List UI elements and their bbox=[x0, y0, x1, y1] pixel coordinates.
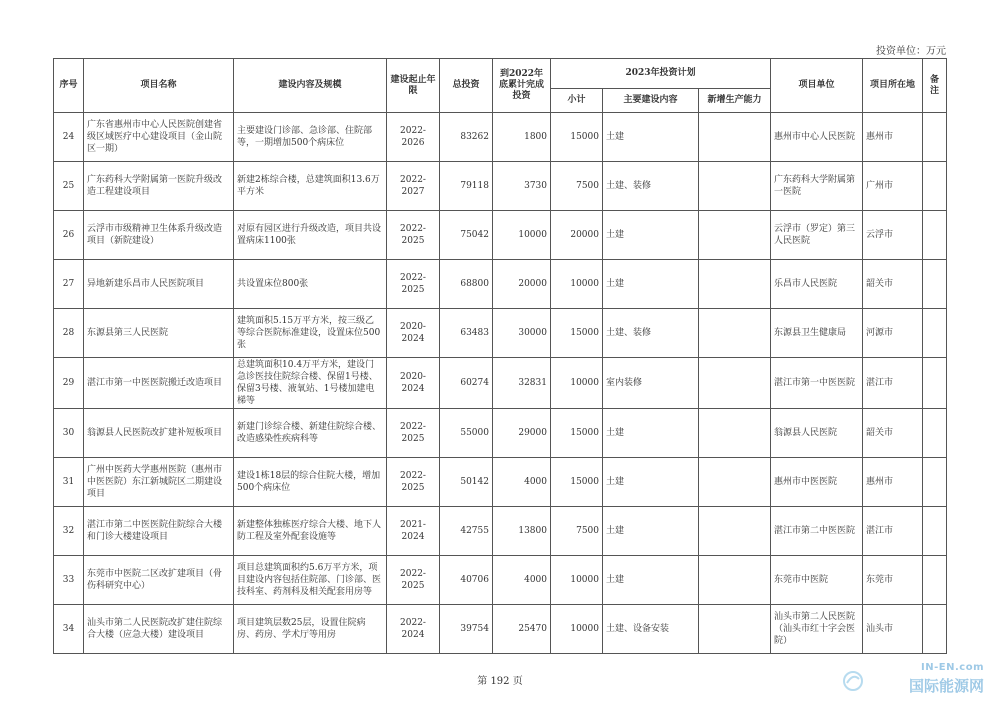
cell-completed: 4000 bbox=[493, 556, 551, 605]
cell-location: 广州市 bbox=[863, 162, 923, 211]
cell-content: 共设置床位800张 bbox=[234, 260, 387, 309]
cell-period: 2020-2024 bbox=[387, 309, 440, 358]
cell-unit: 乐昌市人民医院 bbox=[771, 260, 863, 309]
page-number: 第 192 页 bbox=[477, 676, 523, 687]
cell-new-capacity bbox=[699, 211, 771, 260]
unit-note: 投资单位：万元 bbox=[876, 46, 946, 57]
cell-unit: 广东药科大学附属第一医院 bbox=[771, 162, 863, 211]
cell-name: 云浮市市级精神卫生体系升级改造项目（新院建设） bbox=[84, 211, 234, 260]
cell-main-content: 土建 bbox=[603, 260, 699, 309]
cell-main-content: 土建 bbox=[603, 211, 699, 260]
header-main-content: 主要建设内容 bbox=[603, 89, 699, 113]
cell-main-content: 土建 bbox=[603, 409, 699, 458]
header-content: 建设内容及规模 bbox=[234, 59, 387, 113]
cell-subtotal: 15000 bbox=[551, 309, 603, 358]
cell-unit: 汕头市第二人民医院（汕头市红十字会医院） bbox=[771, 605, 863, 654]
cell-remark bbox=[923, 556, 947, 605]
cell-subtotal: 10000 bbox=[551, 260, 603, 309]
cell-location: 韶关市 bbox=[863, 409, 923, 458]
cell-remark bbox=[923, 211, 947, 260]
cell-total: 60274 bbox=[440, 358, 493, 409]
cell-period: 2022-2025 bbox=[387, 409, 440, 458]
watermark-title: 国际能源网 bbox=[908, 677, 984, 695]
cell-name: 东莞市中医院二区改扩建项目（骨伤科研究中心） bbox=[84, 556, 234, 605]
table-row bbox=[54, 309, 947, 358]
cell-content: 项目建筑层数25层，设置住院病房、药房、学术厅等用房 bbox=[234, 605, 387, 654]
cell-completed: 29000 bbox=[493, 409, 551, 458]
cell-unit: 惠州市中医医院 bbox=[771, 458, 863, 507]
table-row bbox=[54, 162, 947, 211]
table-row bbox=[54, 113, 947, 162]
cell-remark bbox=[923, 507, 947, 556]
cell-period: 2022-2025 bbox=[387, 556, 440, 605]
cell-location: 汕头市 bbox=[863, 605, 923, 654]
cell-location: 湛江市 bbox=[863, 507, 923, 556]
cell-subtotal: 10000 bbox=[551, 358, 603, 409]
cell-seq: 34 bbox=[54, 605, 84, 654]
cell-new-capacity bbox=[699, 113, 771, 162]
cell-name: 广州中医药大学惠州医院（惠州市中医医院）东江新城院区二期建设项目 bbox=[84, 458, 234, 507]
investment-table bbox=[53, 58, 947, 654]
table-row bbox=[54, 556, 947, 605]
cell-location: 惠州市 bbox=[863, 458, 923, 507]
cell-remark bbox=[923, 358, 947, 409]
cell-location: 惠州市 bbox=[863, 113, 923, 162]
cell-subtotal: 20000 bbox=[551, 211, 603, 260]
cell-seq: 29 bbox=[54, 358, 84, 409]
table-row bbox=[54, 409, 947, 458]
cell-seq: 33 bbox=[54, 556, 84, 605]
cell-name: 广东省惠州市中心人民医院创建省级区域医疗中心建设项目（金山院区一期） bbox=[84, 113, 234, 162]
header-total: 总投资 bbox=[440, 59, 493, 113]
cell-seq: 28 bbox=[54, 309, 84, 358]
cell-main-content: 土建 bbox=[603, 556, 699, 605]
cell-total: 68800 bbox=[440, 260, 493, 309]
cell-remark bbox=[923, 162, 947, 211]
cell-completed: 10000 bbox=[493, 211, 551, 260]
cell-name: 广东药科大学附属第一医院升级改造工程建设项目 bbox=[84, 162, 234, 211]
table-row bbox=[54, 358, 947, 409]
cell-period: 2022-2025 bbox=[387, 211, 440, 260]
cell-new-capacity bbox=[699, 458, 771, 507]
cell-subtotal: 7500 bbox=[551, 162, 603, 211]
cell-remark bbox=[923, 309, 947, 358]
cell-name: 湛江市第二中医医院住院综合大楼和门诊大楼建设项目 bbox=[84, 507, 234, 556]
cell-main-content: 土建 bbox=[603, 507, 699, 556]
cell-period: 2022-2025 bbox=[387, 458, 440, 507]
cell-main-content: 土建、装修 bbox=[603, 309, 699, 358]
cell-main-content: 土建 bbox=[603, 458, 699, 507]
cell-content: 总建筑面积10.4万平方米，建设门急诊医技住院综合楼、保留1号楼、保留3号楼、液氧站、1号楼加建电梯等 bbox=[234, 358, 387, 409]
header-name: 项目名称 bbox=[84, 59, 234, 113]
cell-total: 42755 bbox=[440, 507, 493, 556]
header-new-capacity: 新增生产能力 bbox=[699, 89, 771, 113]
cell-total: 40706 bbox=[440, 556, 493, 605]
cell-content: 建设1栋18层的综合住院大楼，增加500个病床位 bbox=[234, 458, 387, 507]
cell-subtotal: 10000 bbox=[551, 556, 603, 605]
cell-completed: 32831 bbox=[493, 358, 551, 409]
cell-period: 2022-2026 bbox=[387, 113, 440, 162]
header-unit: 项目单位 bbox=[771, 59, 863, 113]
cell-content: 对原有园区进行升级改造，项目共设置病床1100张 bbox=[234, 211, 387, 260]
cell-subtotal: 7500 bbox=[551, 507, 603, 556]
cell-content: 新建整体独栋医疗综合大楼、地下人防工程及室外配套设施等 bbox=[234, 507, 387, 556]
cell-unit: 湛江市第二中医医院 bbox=[771, 507, 863, 556]
cell-unit: 东源县卫生健康局 bbox=[771, 309, 863, 358]
cell-new-capacity bbox=[699, 507, 771, 556]
header-completed: 到2022年底累计完成投资 bbox=[493, 59, 551, 113]
watermark bbox=[840, 662, 990, 698]
cell-main-content: 土建 bbox=[603, 113, 699, 162]
cell-completed: 1800 bbox=[493, 113, 551, 162]
cell-name: 汕头市第二人民医院改扩建住院综合大楼（应急大楼）建设项目 bbox=[84, 605, 234, 654]
watermark-logo-icon bbox=[842, 670, 864, 692]
cell-content: 主要建设门诊部、急诊部、住院部等，一期增加500个病床位 bbox=[234, 113, 387, 162]
cell-remark bbox=[923, 409, 947, 458]
cell-completed: 25470 bbox=[493, 605, 551, 654]
cell-remark bbox=[923, 605, 947, 654]
cell-total: 50142 bbox=[440, 458, 493, 507]
cell-content: 新建门诊综合楼、新建住院综合楼、改造感染性疾病科等 bbox=[234, 409, 387, 458]
cell-content: 建筑面积5.15万平方米，按三级乙等综合医院标准建设，设置床位500张 bbox=[234, 309, 387, 358]
cell-seq: 25 bbox=[54, 162, 84, 211]
header-period: 建设起止年限 bbox=[387, 59, 440, 113]
cell-seq: 31 bbox=[54, 458, 84, 507]
cell-remark bbox=[923, 260, 947, 309]
cell-unit: 东莞市中医院 bbox=[771, 556, 863, 605]
cell-main-content: 土建、装修 bbox=[603, 162, 699, 211]
cell-total: 75042 bbox=[440, 211, 493, 260]
cell-completed: 13800 bbox=[493, 507, 551, 556]
cell-completed: 20000 bbox=[493, 260, 551, 309]
cell-new-capacity bbox=[699, 605, 771, 654]
cell-location: 湛江市 bbox=[863, 358, 923, 409]
table-body bbox=[54, 113, 947, 654]
header-plan2023: 2023年投资计划 bbox=[551, 59, 771, 89]
cell-new-capacity bbox=[699, 358, 771, 409]
cell-remark bbox=[923, 113, 947, 162]
table-row bbox=[54, 260, 947, 309]
cell-total: 39754 bbox=[440, 605, 493, 654]
cell-main-content: 土建、设备安装 bbox=[603, 605, 699, 654]
cell-subtotal: 15000 bbox=[551, 409, 603, 458]
cell-subtotal: 15000 bbox=[551, 458, 603, 507]
cell-subtotal: 10000 bbox=[551, 605, 603, 654]
cell-completed: 4000 bbox=[493, 458, 551, 507]
cell-total: 55000 bbox=[440, 409, 493, 458]
header-location: 项目所在地 bbox=[863, 59, 923, 113]
cell-new-capacity bbox=[699, 556, 771, 605]
table-row bbox=[54, 507, 947, 556]
cell-remark bbox=[923, 458, 947, 507]
cell-location: 云浮市 bbox=[863, 211, 923, 260]
cell-new-capacity bbox=[699, 260, 771, 309]
watermark-site: IN-EN.com bbox=[921, 662, 984, 673]
cell-unit: 云浮市（罗定）第三人民医院 bbox=[771, 211, 863, 260]
table-row bbox=[54, 458, 947, 507]
cell-total: 63483 bbox=[440, 309, 493, 358]
cell-content: 新建2栋综合楼，总建筑面积13.6万平方米 bbox=[234, 162, 387, 211]
cell-name: 湛江市第一中医医院搬迁改造项目 bbox=[84, 358, 234, 409]
cell-seq: 26 bbox=[54, 211, 84, 260]
cell-period: 2020-2024 bbox=[387, 358, 440, 409]
cell-location: 韶关市 bbox=[863, 260, 923, 309]
cell-subtotal: 15000 bbox=[551, 113, 603, 162]
table-row bbox=[54, 605, 947, 654]
cell-new-capacity bbox=[699, 162, 771, 211]
cell-period: 2022-2027 bbox=[387, 162, 440, 211]
cell-seq: 24 bbox=[54, 113, 84, 162]
cell-unit: 湛江市第一中医医院 bbox=[771, 358, 863, 409]
cell-name: 东源县第三人民医院 bbox=[84, 309, 234, 358]
cell-unit: 惠州市中心人民医院 bbox=[771, 113, 863, 162]
cell-content: 项目总建筑面积约5.6万平方米，项目建设内容包括住院部、门诊部、医技科室、药剂科及相关配套用房等 bbox=[234, 556, 387, 605]
cell-main-content: 室内装修 bbox=[603, 358, 699, 409]
cell-name: 异地新建乐昌市人民医院项目 bbox=[84, 260, 234, 309]
cell-name: 翁源县人民医院改扩建补短板项目 bbox=[84, 409, 234, 458]
cell-total: 79118 bbox=[440, 162, 493, 211]
cell-period: 2022-2024 bbox=[387, 605, 440, 654]
cell-location: 河源市 bbox=[863, 309, 923, 358]
cell-unit: 翁源县人民医院 bbox=[771, 409, 863, 458]
cell-seq: 32 bbox=[54, 507, 84, 556]
header-seq: 序号 bbox=[54, 59, 84, 113]
cell-period: 2022-2025 bbox=[387, 260, 440, 309]
cell-new-capacity bbox=[699, 409, 771, 458]
cell-completed: 3730 bbox=[493, 162, 551, 211]
table-row bbox=[54, 211, 947, 260]
cell-total: 83262 bbox=[440, 113, 493, 162]
header-subtotal: 小计 bbox=[551, 89, 603, 113]
cell-period: 2021-2024 bbox=[387, 507, 440, 556]
cell-location: 东莞市 bbox=[863, 556, 923, 605]
cell-seq: 27 bbox=[54, 260, 84, 309]
header-remark: 备注 bbox=[923, 59, 947, 113]
cell-new-capacity bbox=[699, 309, 771, 358]
cell-completed: 30000 bbox=[493, 309, 551, 358]
cell-seq: 30 bbox=[54, 409, 84, 458]
